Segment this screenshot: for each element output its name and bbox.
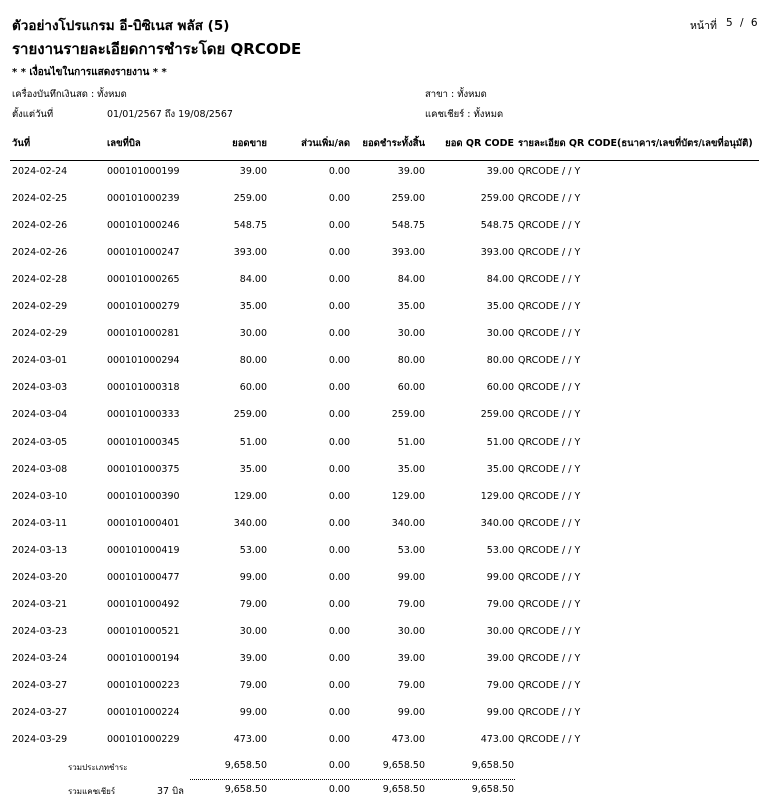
row-total: 393.00 xyxy=(391,247,425,259)
row-qr-detail: QRCODE / / Y xyxy=(518,517,581,529)
row-qr-amount: 39.00 xyxy=(486,652,514,664)
row-adjust: 0.00 xyxy=(328,328,350,340)
row-sale: 51.00 xyxy=(239,436,267,448)
row-total: 79.00 xyxy=(397,598,425,610)
row-qr-detail: QRCODE / / Y xyxy=(518,247,581,259)
row-bill-no: 000101000281 xyxy=(107,328,180,340)
row-sale: 99.00 xyxy=(239,571,267,583)
row-sale: 84.00 xyxy=(239,274,267,286)
row-bill-no: 000101000194 xyxy=(107,652,180,664)
table-row xyxy=(0,301,779,315)
row-bill-no: 000101000318 xyxy=(107,382,180,394)
row-total: 259.00 xyxy=(391,193,425,205)
row-adjust: 0.00 xyxy=(328,490,350,502)
table-row xyxy=(0,409,779,423)
row-sale: 39.00 xyxy=(239,166,267,177)
row-qr-amount: 30.00 xyxy=(486,328,514,340)
row-date: 2024-02-29 xyxy=(12,301,68,313)
filter-branch: สาขา : ทั้งหมด xyxy=(425,89,487,100)
summary-type-qr: 9,658.50 xyxy=(471,760,514,771)
header-divider xyxy=(10,160,759,161)
row-sale: 39.00 xyxy=(239,652,267,664)
row-bill-no: 000101000279 xyxy=(107,301,180,313)
col-sale: ยอดขาย xyxy=(232,138,267,149)
row-total: 340.00 xyxy=(391,517,425,529)
row-adjust: 0.00 xyxy=(328,517,350,529)
row-total: 99.00 xyxy=(397,571,425,583)
table-row xyxy=(0,572,779,586)
row-qr-detail: QRCODE / / Y xyxy=(518,679,581,691)
row-total: 99.00 xyxy=(397,707,425,718)
row-bill-no: 000101000199 xyxy=(107,166,180,177)
row-date: 2024-02-25 xyxy=(12,193,68,205)
row-sale: 259.00 xyxy=(233,409,267,421)
table-row xyxy=(0,274,779,288)
row-sale: 129.00 xyxy=(233,490,267,502)
row-adjust: 0.00 xyxy=(328,463,350,475)
table-row xyxy=(0,328,779,342)
row-adjust: 0.00 xyxy=(328,274,350,286)
row-qr-amount: 473.00 xyxy=(480,734,514,746)
row-adjust: 0.00 xyxy=(328,598,350,610)
row-bill-no: 000101000333 xyxy=(107,409,180,421)
row-adjust: 0.00 xyxy=(328,679,350,691)
table-row xyxy=(0,734,779,748)
row-adjust: 0.00 xyxy=(328,355,350,367)
row-qr-detail: QRCODE / / Y xyxy=(518,734,581,746)
table-row xyxy=(0,545,779,559)
row-total: 473.00 xyxy=(391,734,425,746)
row-qr-amount: 129.00 xyxy=(480,490,514,502)
row-qr-detail: QRCODE / / Y xyxy=(518,463,581,475)
row-qr-detail: QRCODE / / Y xyxy=(518,707,581,718)
table-row xyxy=(0,518,779,532)
row-date: 2024-03-21 xyxy=(12,598,68,610)
col-qr: ยอด QR CODE xyxy=(445,138,514,149)
page-label: หน้าที่ xyxy=(690,20,717,32)
table-row xyxy=(0,653,779,667)
row-total: 35.00 xyxy=(397,463,425,475)
row-qr-detail: QRCODE / / Y xyxy=(518,544,581,556)
row-qr-amount: 99.00 xyxy=(486,707,514,718)
table-row xyxy=(0,166,779,180)
row-qr-amount: 53.00 xyxy=(486,544,514,556)
row-date: 2024-02-24 xyxy=(12,166,68,177)
row-bill-no: 000101000239 xyxy=(107,193,180,205)
row-bill-no: 000101000375 xyxy=(107,463,180,475)
col-bill: เลขที่บิล xyxy=(107,138,141,149)
summary-cashier-sale: 9,658.50 xyxy=(224,784,267,795)
row-adjust: 0.00 xyxy=(328,707,350,718)
col-date: วันที่ xyxy=(12,138,31,149)
row-date: 2024-03-24 xyxy=(12,652,68,664)
row-date: 2024-03-05 xyxy=(12,436,68,448)
row-qr-detail: QRCODE / / Y xyxy=(518,193,581,205)
row-qr-detail: QRCODE / / Y xyxy=(518,382,581,394)
row-qr-amount: 79.00 xyxy=(486,679,514,691)
row-date: 2024-03-29 xyxy=(12,734,68,746)
row-adjust: 0.00 xyxy=(328,544,350,556)
row-adjust: 0.00 xyxy=(328,382,350,394)
table-row xyxy=(0,193,779,207)
row-date: 2024-03-04 xyxy=(12,409,68,421)
summary-type-total: 9,658.50 xyxy=(382,760,425,771)
row-adjust: 0.00 xyxy=(328,247,350,259)
report-title: รายงานรายละเอียดการชำระโดย QRCODE xyxy=(12,40,302,58)
row-bill-no: 000101000229 xyxy=(107,734,180,746)
row-date: 2024-02-29 xyxy=(12,328,68,340)
row-sale: 35.00 xyxy=(239,463,267,475)
row-bill-no: 000101000265 xyxy=(107,274,180,286)
row-qr-detail: QRCODE / / Y xyxy=(518,274,581,286)
row-date: 2024-02-28 xyxy=(12,274,68,286)
row-qr-detail: QRCODE / / Y xyxy=(518,328,581,340)
row-qr-amount: 99.00 xyxy=(486,571,514,583)
row-sale: 30.00 xyxy=(239,328,267,340)
row-total: 39.00 xyxy=(397,166,425,177)
table-row xyxy=(0,464,779,478)
row-date: 2024-03-01 xyxy=(12,355,68,367)
table-row xyxy=(0,247,779,261)
row-bill-no: 000101000224 xyxy=(107,707,180,718)
table-row xyxy=(0,382,779,396)
row-qr-amount: 393.00 xyxy=(480,247,514,259)
row-total: 35.00 xyxy=(397,301,425,313)
conditions-title: * * เงื่อนไขในการแสดงรายงาน * * xyxy=(12,67,167,78)
row-date: 2024-03-27 xyxy=(12,679,68,691)
row-qr-amount: 51.00 xyxy=(486,436,514,448)
row-qr-amount: 80.00 xyxy=(486,355,514,367)
row-date: 2024-02-26 xyxy=(12,247,68,259)
row-qr-detail: QRCODE / / Y xyxy=(518,301,581,313)
row-qr-detail: QRCODE / / Y xyxy=(518,571,581,583)
filter-date-label: ตั้งแต่วันที่ xyxy=(12,109,54,120)
row-bill-no: 000101000477 xyxy=(107,571,180,583)
row-sale: 80.00 xyxy=(239,355,267,367)
row-bill-no: 000101000246 xyxy=(107,220,180,232)
row-sale: 393.00 xyxy=(233,247,267,259)
row-total: 53.00 xyxy=(397,544,425,556)
row-qr-amount: 35.00 xyxy=(486,463,514,475)
table-row xyxy=(0,680,779,694)
row-bill-no: 000101000390 xyxy=(107,490,180,502)
row-adjust: 0.00 xyxy=(328,734,350,746)
row-qr-detail: QRCODE / / Y xyxy=(518,625,581,637)
table-row xyxy=(0,491,779,505)
table-row xyxy=(0,707,779,721)
row-total: 30.00 xyxy=(397,625,425,637)
row-date: 2024-03-27 xyxy=(12,707,68,718)
col-detail: รายละเอียด QR CODE(ธนาคาร/เลขที่บัตร/เลขที่อนุมัติ) xyxy=(518,138,753,149)
filter-register: เครื่องบันทึกเงินสด : ทั้งหมด xyxy=(12,89,127,100)
row-qr-detail: QRCODE / / Y xyxy=(518,598,581,610)
row-sale: 99.00 xyxy=(239,707,267,718)
row-total: 80.00 xyxy=(397,355,425,367)
row-sale: 35.00 xyxy=(239,301,267,313)
row-adjust: 0.00 xyxy=(328,166,350,177)
row-qr-detail: QRCODE / / Y xyxy=(518,409,581,421)
row-sale: 259.00 xyxy=(233,193,267,205)
row-bill-no: 000101000521 xyxy=(107,625,180,637)
row-total: 51.00 xyxy=(397,436,425,448)
row-total: 259.00 xyxy=(391,409,425,421)
summary-cashier-label: รวมแคชเชียร์ xyxy=(68,787,116,796)
row-qr-amount: 30.00 xyxy=(486,625,514,637)
row-sale: 79.00 xyxy=(239,679,267,691)
row-date: 2024-03-20 xyxy=(12,571,68,583)
row-qr-detail: QRCODE / / Y xyxy=(518,490,581,502)
row-qr-amount: 548.75 xyxy=(480,220,514,232)
row-qr-detail: QRCODE / / Y xyxy=(518,355,581,367)
row-bill-no: 000101000401 xyxy=(107,517,180,529)
summary-bill-count: 37 บิล xyxy=(157,786,184,797)
summary-type-sale: 9,658.50 xyxy=(224,760,267,771)
row-qr-detail: QRCODE / / Y xyxy=(518,436,581,448)
table-row xyxy=(0,355,779,369)
row-adjust: 0.00 xyxy=(328,436,350,448)
row-qr-amount: 340.00 xyxy=(480,517,514,529)
row-qr-amount: 259.00 xyxy=(480,409,514,421)
row-sale: 548.75 xyxy=(233,220,267,232)
row-adjust: 0.00 xyxy=(328,409,350,421)
row-bill-no: 000101000345 xyxy=(107,436,180,448)
row-adjust: 0.00 xyxy=(328,625,350,637)
row-total: 129.00 xyxy=(391,490,425,502)
company-name: ตัวอย่างโปรแกรม อี-บิซิเนส พลัส (5) xyxy=(12,18,230,34)
row-bill-no: 000101000247 xyxy=(107,247,180,259)
col-adjust: ส่วนเพิ่ม/ลด xyxy=(301,138,350,149)
row-adjust: 0.00 xyxy=(328,301,350,313)
table-row xyxy=(0,220,779,234)
row-date: 2024-03-13 xyxy=(12,544,68,556)
row-total: 39.00 xyxy=(397,652,425,664)
row-total: 84.00 xyxy=(397,274,425,286)
row-sale: 60.00 xyxy=(239,382,267,394)
row-bill-no: 000101000223 xyxy=(107,679,180,691)
row-qr-detail: QRCODE / / Y xyxy=(518,220,581,232)
summary-type-label: รวมประเภทชำระ xyxy=(68,763,128,772)
row-bill-no: 000101000294 xyxy=(107,355,180,367)
row-qr-amount: 259.00 xyxy=(480,193,514,205)
row-total: 79.00 xyxy=(397,679,425,691)
col-total: ยอดชำระทั้งสิ้น xyxy=(362,138,425,149)
row-date: 2024-03-23 xyxy=(12,625,68,637)
row-bill-no: 000101000492 xyxy=(107,598,180,610)
table-row xyxy=(0,599,779,613)
row-date: 2024-03-08 xyxy=(12,463,68,475)
summary-cashier-total: 9,658.50 xyxy=(382,784,425,795)
summary-divider xyxy=(190,779,515,780)
table-row xyxy=(0,437,779,451)
row-sale: 340.00 xyxy=(233,517,267,529)
filter-date-range: 01/01/2567 ถึง 19/08/2567 xyxy=(107,109,233,120)
row-date: 2024-02-26 xyxy=(12,220,68,232)
row-date: 2024-03-03 xyxy=(12,382,68,394)
summary-cashier-adjust: 0.00 xyxy=(328,784,350,795)
row-sale: 53.00 xyxy=(239,544,267,556)
row-qr-amount: 60.00 xyxy=(486,382,514,394)
row-qr-amount: 39.00 xyxy=(486,166,514,177)
row-date: 2024-03-10 xyxy=(12,490,68,502)
row-qr-detail: QRCODE / / Y xyxy=(518,166,581,177)
row-total: 30.00 xyxy=(397,328,425,340)
row-adjust: 0.00 xyxy=(328,652,350,664)
row-total: 60.00 xyxy=(397,382,425,394)
row-sale: 79.00 xyxy=(239,598,267,610)
row-total: 548.75 xyxy=(391,220,425,232)
row-bill-no: 000101000419 xyxy=(107,544,180,556)
filter-cashier: แคชเชียร์ : ทั้งหมด xyxy=(425,109,504,120)
row-qr-amount: 35.00 xyxy=(486,301,514,313)
row-qr-amount: 79.00 xyxy=(486,598,514,610)
table-row xyxy=(0,626,779,640)
row-sale: 473.00 xyxy=(233,734,267,746)
row-adjust: 0.00 xyxy=(328,571,350,583)
page-number: 5 / 6 xyxy=(726,17,760,29)
row-date: 2024-03-11 xyxy=(12,517,68,529)
row-qr-detail: QRCODE / / Y xyxy=(518,652,581,664)
row-qr-amount: 84.00 xyxy=(486,274,514,286)
row-sale: 30.00 xyxy=(239,625,267,637)
summary-type-adjust: 0.00 xyxy=(328,760,350,771)
row-adjust: 0.00 xyxy=(328,220,350,232)
row-adjust: 0.00 xyxy=(328,193,350,205)
summary-cashier-qr: 9,658.50 xyxy=(471,784,514,795)
